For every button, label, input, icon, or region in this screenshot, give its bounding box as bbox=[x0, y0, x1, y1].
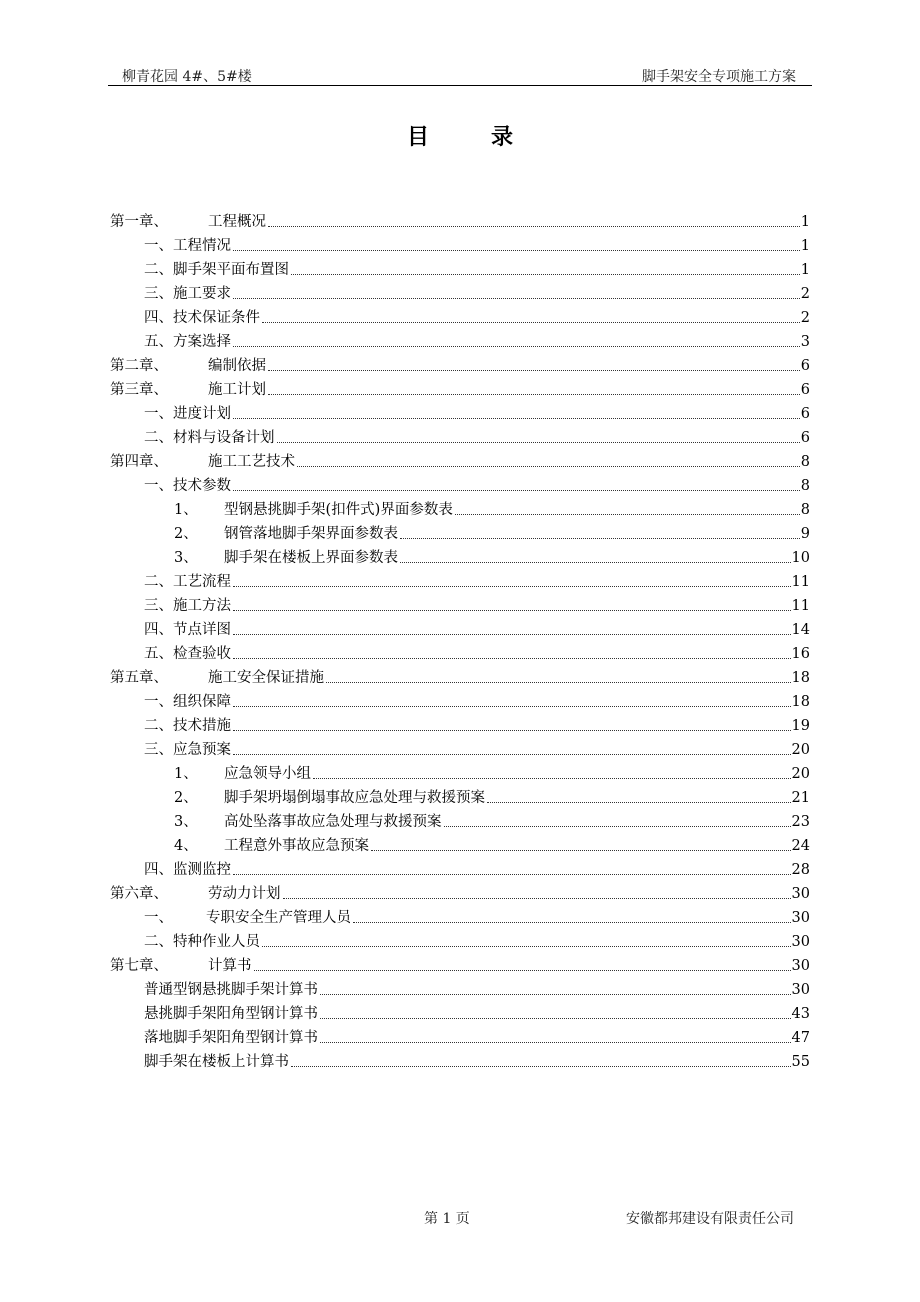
toc-dot-leader bbox=[313, 778, 791, 779]
toc-dot-leader bbox=[400, 538, 800, 539]
toc-entry-title: 四、监测监控 bbox=[144, 862, 231, 878]
toc-entry[interactable] bbox=[110, 615, 810, 639]
toc-dot-leader bbox=[233, 298, 800, 299]
toc-entry-page: 8 bbox=[800, 454, 810, 470]
toc-entry-title: 脚手架在楼板上计算书 bbox=[144, 1054, 289, 1070]
toc-entry-page: 11 bbox=[791, 598, 810, 614]
toc-entry[interactable] bbox=[110, 375, 810, 399]
toc-entry-title: 计算书 bbox=[208, 958, 252, 974]
toc-entry-title: 施工工艺技术 bbox=[208, 454, 295, 470]
toc-dot-leader bbox=[326, 682, 791, 683]
toc-entry-number: 1、 bbox=[174, 766, 198, 782]
toc-entry[interactable] bbox=[110, 927, 810, 951]
toc-entry-number: 第三章、 bbox=[110, 382, 168, 398]
toc-entry[interactable] bbox=[110, 279, 810, 303]
toc-entry-page: 14 bbox=[791, 622, 810, 638]
toc-dot-leader bbox=[291, 274, 800, 275]
toc-entry-title: 施工安全保证措施 bbox=[208, 670, 324, 686]
toc-entry-title: 二、技术措施 bbox=[144, 718, 231, 734]
toc-entry-page: 2 bbox=[800, 310, 810, 326]
toc-dot-leader bbox=[233, 730, 791, 731]
toc-entry-title: 五、检查验收 bbox=[144, 646, 231, 662]
toc-dot-leader bbox=[400, 562, 791, 563]
toc-entry-page: 1 bbox=[800, 262, 810, 278]
toc-dot-leader bbox=[262, 946, 791, 947]
toc-entry-number: 3、 bbox=[174, 550, 198, 566]
toc-entry-page: 30 bbox=[791, 886, 810, 902]
toc-entry-page: 1 bbox=[800, 214, 810, 230]
toc-entry-number: 一、 bbox=[144, 910, 173, 926]
toc-dot-leader bbox=[233, 490, 800, 491]
toc-entry-title: 工程意外事故应急预案 bbox=[224, 838, 369, 854]
toc-entry-title: 型钢悬挑脚手架(扣件式)界面参数表 bbox=[224, 502, 453, 518]
toc-entry[interactable] bbox=[110, 855, 810, 879]
toc-entry-page: 23 bbox=[791, 814, 810, 830]
toc-dot-leader bbox=[277, 442, 800, 443]
toc-entry[interactable] bbox=[110, 447, 810, 471]
toc-entry-page: 6 bbox=[800, 430, 810, 446]
toc-entry-page: 11 bbox=[791, 574, 810, 590]
toc-dot-leader bbox=[233, 634, 791, 635]
toc-entry-page: 28 bbox=[791, 862, 810, 878]
toc-entry-title: 三、应急预案 bbox=[144, 742, 231, 758]
toc-entry-title: 一、组织保障 bbox=[144, 694, 231, 710]
toc-entry-page: 19 bbox=[791, 718, 810, 734]
toc-dot-leader bbox=[262, 322, 800, 323]
toc-dot-leader bbox=[487, 802, 791, 803]
toc-entry-page: 55 bbox=[791, 1054, 810, 1070]
toc-entry[interactable] bbox=[110, 1023, 810, 1047]
toc-dot-leader bbox=[254, 970, 791, 971]
toc-entry[interactable] bbox=[110, 591, 810, 615]
toc-entry[interactable] bbox=[110, 207, 810, 231]
footer-page-number: 第 1 页 bbox=[424, 1211, 470, 1227]
header-divider bbox=[108, 85, 812, 86]
toc-entry-title: 一、进度计划 bbox=[144, 406, 231, 422]
toc-dot-leader bbox=[233, 658, 791, 659]
toc-entry-page: 30 bbox=[791, 982, 810, 998]
toc-dot-leader bbox=[320, 1042, 791, 1043]
toc-entry-title: 专职安全生产管理人员 bbox=[206, 910, 351, 926]
toc-entry[interactable] bbox=[110, 807, 810, 831]
toc-entry-title: 四、节点详图 bbox=[144, 622, 231, 638]
toc-entry-number: 第一章、 bbox=[110, 214, 168, 230]
toc-entry[interactable] bbox=[110, 759, 810, 783]
toc-dot-leader bbox=[233, 250, 800, 251]
header-project-name: 柳青花园 4#、5#楼 bbox=[122, 69, 252, 85]
toc-entry[interactable] bbox=[110, 303, 810, 327]
toc-dot-leader bbox=[455, 514, 800, 515]
toc-dot-leader bbox=[233, 874, 791, 875]
toc-entry-page: 18 bbox=[791, 670, 810, 686]
toc-entry[interactable] bbox=[110, 831, 810, 855]
toc-entry-number: 2、 bbox=[174, 790, 198, 806]
page-title: 目录 bbox=[406, 124, 575, 150]
toc-entry-title: 工程概况 bbox=[208, 214, 266, 230]
toc-entry[interactable] bbox=[110, 255, 810, 279]
toc-entry-number: 第七章、 bbox=[110, 958, 168, 974]
toc-entry-number: 4、 bbox=[174, 838, 198, 854]
toc-entry[interactable] bbox=[110, 351, 810, 375]
toc-entry[interactable] bbox=[110, 735, 810, 759]
toc-entry-title: 落地脚手架阳角型钢计算书 bbox=[144, 1030, 318, 1046]
toc-entry-page: 3 bbox=[800, 334, 810, 350]
toc-dot-leader bbox=[233, 586, 791, 587]
toc-entry-number: 第六章、 bbox=[110, 886, 168, 902]
toc-entry-page: 6 bbox=[800, 382, 810, 398]
toc-entry-title: 钢管落地脚手架界面参数表 bbox=[224, 526, 398, 542]
page-footer bbox=[0, 1208, 920, 1228]
toc-entry-page: 8 bbox=[800, 478, 810, 494]
footer-company: 安徽都邦建设有限责任公司 bbox=[626, 1211, 794, 1227]
toc-entry-title: 二、工艺流程 bbox=[144, 574, 231, 590]
toc-entry-title: 二、特种作业人员 bbox=[144, 934, 260, 950]
toc-entry[interactable] bbox=[110, 687, 810, 711]
toc-entry[interactable] bbox=[110, 1047, 810, 1071]
toc-dot-leader bbox=[233, 706, 791, 707]
toc-entry-title: 脚手架坍塌倒塌事故应急处理与救援预案 bbox=[224, 790, 485, 806]
toc-entry-title: 高处坠落事故应急处理与救援预案 bbox=[224, 814, 442, 830]
toc-dot-leader bbox=[444, 826, 791, 827]
toc-entry-page: 20 bbox=[791, 742, 810, 758]
toc-entry-title: 二、脚手架平面布置图 bbox=[144, 262, 289, 278]
toc-entry-page: 8 bbox=[800, 502, 810, 518]
toc-entry[interactable] bbox=[110, 783, 810, 807]
toc-entry-page: 30 bbox=[791, 958, 810, 974]
toc-entry-title: 普通型钢悬挑脚手架计算书 bbox=[144, 982, 318, 998]
table-of-contents bbox=[110, 207, 810, 1071]
toc-entry-page: 21 bbox=[791, 790, 810, 806]
toc-entry[interactable] bbox=[110, 327, 810, 351]
toc-entry-page: 20 bbox=[791, 766, 810, 782]
toc-entry-title: 三、施工要求 bbox=[144, 286, 231, 302]
toc-entry[interactable] bbox=[110, 423, 810, 447]
toc-entry-page: 16 bbox=[791, 646, 810, 662]
toc-entry-page: 43 bbox=[791, 1006, 810, 1022]
toc-entry-number: 2、 bbox=[174, 526, 198, 542]
toc-dot-leader bbox=[233, 754, 791, 755]
toc-entry[interactable] bbox=[110, 399, 810, 423]
toc-entry-title: 四、技术保证条件 bbox=[144, 310, 260, 326]
toc-entry-number: 第五章、 bbox=[110, 670, 168, 686]
toc-entry-title: 一、技术参数 bbox=[144, 478, 231, 494]
toc-entry-page: 2 bbox=[800, 286, 810, 302]
toc-entry[interactable] bbox=[110, 639, 810, 663]
toc-entry-title: 编制依据 bbox=[208, 358, 266, 374]
toc-entry-page: 30 bbox=[791, 934, 810, 950]
toc-entry-page: 9 bbox=[800, 526, 810, 542]
toc-entry-page: 24 bbox=[791, 838, 810, 854]
toc-entry[interactable] bbox=[110, 663, 810, 687]
toc-dot-leader bbox=[268, 394, 800, 395]
toc-entry[interactable] bbox=[110, 471, 810, 495]
toc-entry-page: 6 bbox=[800, 406, 810, 422]
toc-entry-title: 三、施工方法 bbox=[144, 598, 231, 614]
toc-entry-title: 脚手架在楼板上界面参数表 bbox=[224, 550, 398, 566]
toc-entry-number: 3、 bbox=[174, 814, 198, 830]
toc-dot-leader bbox=[320, 1018, 791, 1019]
toc-entry[interactable] bbox=[110, 951, 810, 975]
toc-entry[interactable] bbox=[110, 567, 810, 591]
toc-entry[interactable] bbox=[110, 519, 810, 543]
toc-dot-leader bbox=[268, 226, 800, 227]
toc-entry[interactable] bbox=[110, 543, 810, 567]
toc-entry[interactable] bbox=[110, 879, 810, 903]
toc-entry-title: 劳动力计划 bbox=[208, 886, 281, 902]
toc-entry[interactable] bbox=[110, 231, 810, 255]
toc-entry-page: 6 bbox=[800, 358, 810, 374]
toc-entry-title: 应急领导小组 bbox=[224, 766, 311, 782]
toc-dot-leader bbox=[233, 418, 800, 419]
toc-entry-page: 18 bbox=[791, 694, 810, 710]
page-header bbox=[108, 64, 812, 84]
toc-entry-number: 第二章、 bbox=[110, 358, 168, 374]
toc-dot-leader bbox=[371, 850, 791, 851]
toc-dot-leader bbox=[353, 922, 791, 923]
toc-entry-title: 二、材料与设备计划 bbox=[144, 430, 275, 446]
toc-entry[interactable] bbox=[110, 495, 810, 519]
toc-entry-title: 悬挑脚手架阳角型钢计算书 bbox=[144, 1006, 318, 1022]
toc-entry-number: 1、 bbox=[174, 502, 198, 518]
toc-dot-leader bbox=[291, 1066, 791, 1067]
toc-entry[interactable] bbox=[110, 903, 810, 927]
toc-entry[interactable] bbox=[110, 711, 810, 735]
toc-entry-page: 30 bbox=[791, 910, 810, 926]
toc-entry-page: 10 bbox=[791, 550, 810, 566]
toc-entry-title: 五、方案选择 bbox=[144, 334, 231, 350]
toc-dot-leader bbox=[283, 898, 791, 899]
toc-dot-leader bbox=[320, 994, 791, 995]
toc-entry-title: 一、工程情况 bbox=[144, 238, 231, 254]
toc-entry-page: 1 bbox=[800, 238, 810, 254]
toc-entry-page: 47 bbox=[791, 1030, 810, 1046]
header-document-name: 脚手架安全专项施工方案 bbox=[642, 69, 796, 85]
toc-entry-title: 施工计划 bbox=[208, 382, 266, 398]
toc-entry[interactable] bbox=[110, 975, 810, 999]
toc-dot-leader bbox=[233, 610, 791, 611]
toc-dot-leader bbox=[297, 466, 800, 467]
toc-entry-number: 第四章、 bbox=[110, 454, 168, 470]
toc-dot-leader bbox=[233, 346, 800, 347]
toc-dot-leader bbox=[268, 370, 800, 371]
toc-entry[interactable] bbox=[110, 999, 810, 1023]
